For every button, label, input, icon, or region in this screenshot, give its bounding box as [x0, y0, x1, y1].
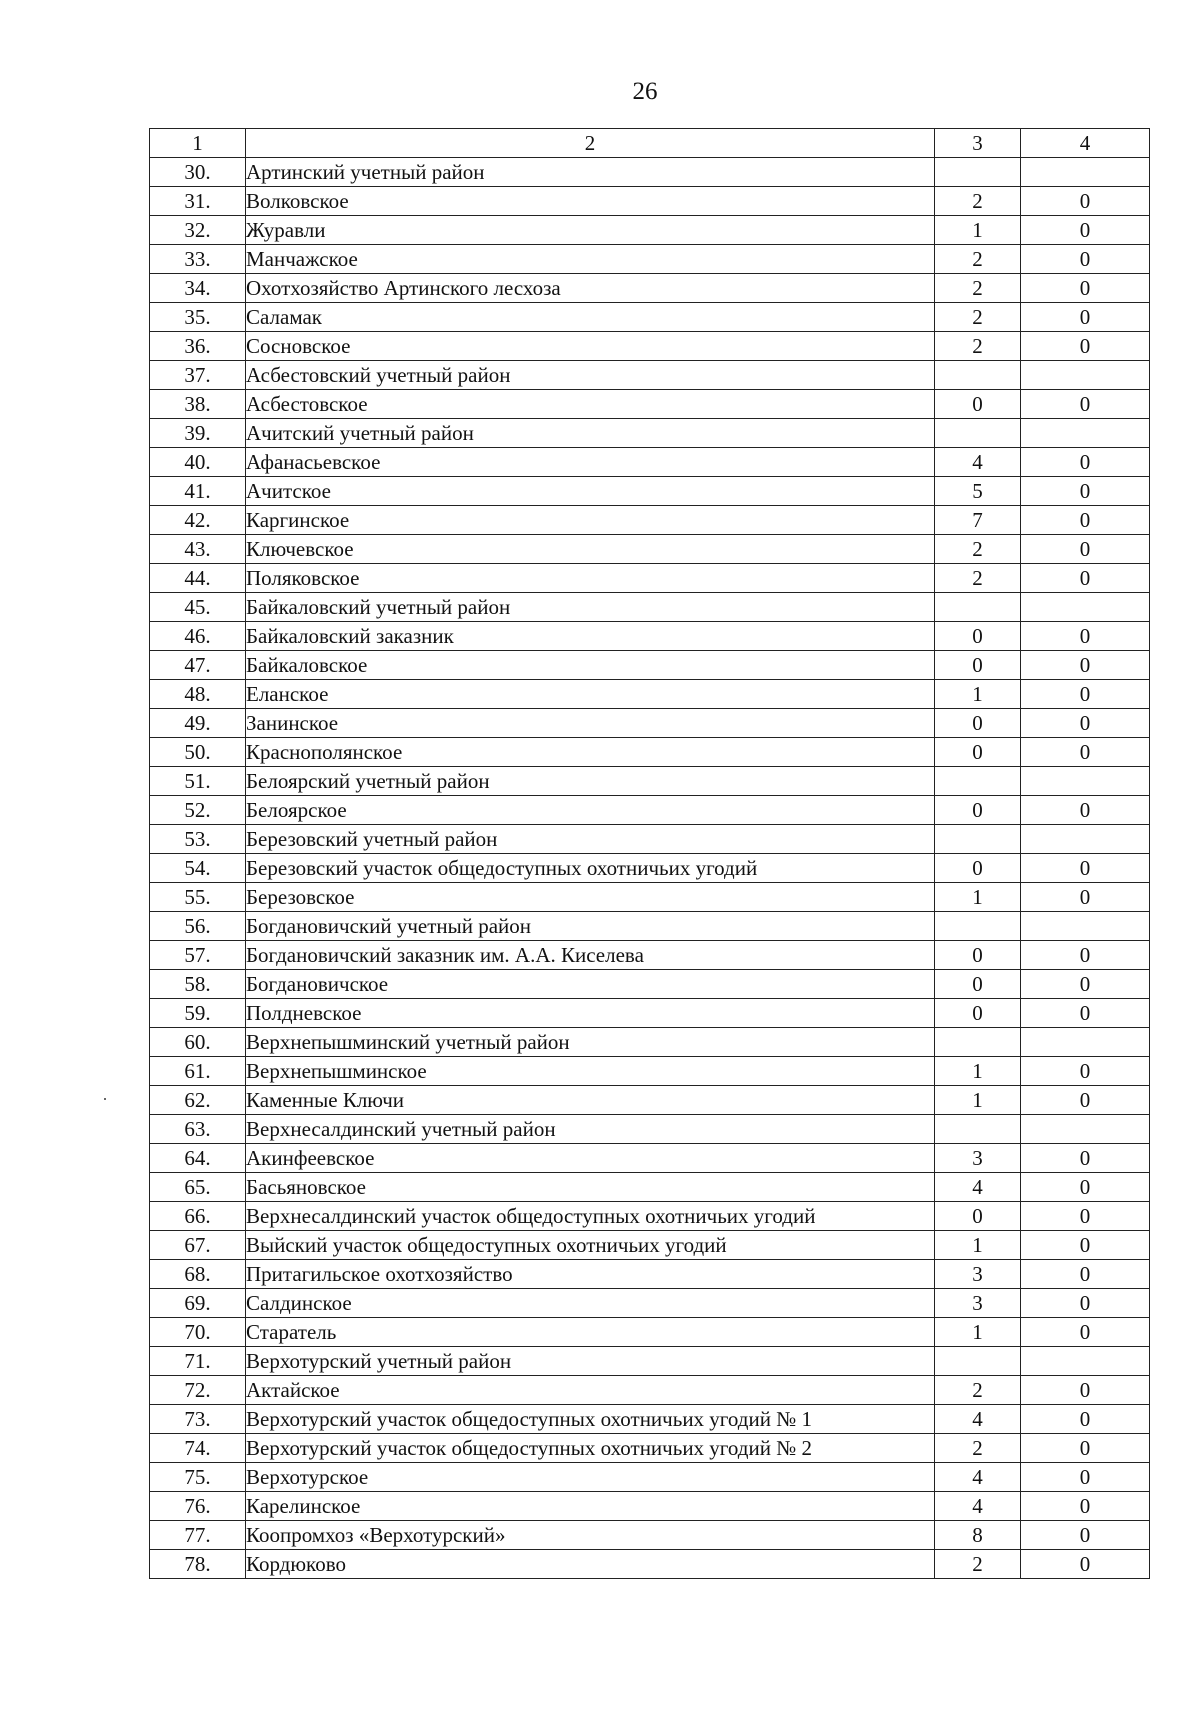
row-col4: 0 [1021, 680, 1150, 709]
row-col4: 0 [1021, 303, 1150, 332]
table-row [150, 825, 1150, 854]
row-number: 56. [150, 912, 246, 941]
row-col3 [935, 158, 1021, 187]
row-col4: 0 [1021, 651, 1150, 680]
table-row [150, 1376, 1150, 1405]
table-row [150, 1550, 1150, 1579]
row-name: Верхотурский участок общедоступных охотничьих угодий № 2 [246, 1434, 935, 1463]
row-number: 70. [150, 1318, 246, 1347]
row-name: Полдневское [246, 999, 935, 1028]
row-col3: 0 [935, 390, 1021, 419]
row-name: Журавли [246, 216, 935, 245]
row-number: 60. [150, 1028, 246, 1057]
table-row [150, 361, 1150, 390]
row-name: Верхотурский участок общедоступных охотничьих угодий № 1 [246, 1405, 935, 1434]
header-cell: 2 [246, 129, 935, 158]
row-col4 [1021, 1115, 1150, 1144]
row-col4: 0 [1021, 883, 1150, 912]
row-name: Березовский учетный район [246, 825, 935, 854]
row-number: 32. [150, 216, 246, 245]
row-col4: 0 [1021, 1376, 1150, 1405]
row-col4: 0 [1021, 1144, 1150, 1173]
row-col3: 8 [935, 1521, 1021, 1550]
row-number: 48. [150, 680, 246, 709]
row-col3: 4 [935, 1492, 1021, 1521]
row-number: 38. [150, 390, 246, 419]
row-col3: 2 [935, 245, 1021, 274]
table-row [150, 622, 1150, 651]
row-col3: 3 [935, 1289, 1021, 1318]
row-col4: 0 [1021, 477, 1150, 506]
table-row [150, 1492, 1150, 1521]
row-name: Занинское [246, 709, 935, 738]
row-number: 73. [150, 1405, 246, 1434]
row-col3 [935, 419, 1021, 448]
row-col4: 0 [1021, 796, 1150, 825]
table-row [150, 187, 1150, 216]
table-row [150, 506, 1150, 535]
row-number: 42. [150, 506, 246, 535]
row-col4: 0 [1021, 1550, 1150, 1579]
row-number: 62. [150, 1086, 246, 1115]
row-name: Белоярский учетный район [246, 767, 935, 796]
row-col3 [935, 1028, 1021, 1057]
table-row [150, 854, 1150, 883]
row-col4: 0 [1021, 1260, 1150, 1289]
table-row [150, 1202, 1150, 1231]
table-row [150, 680, 1150, 709]
row-name: Еланское [246, 680, 935, 709]
row-number: 36. [150, 332, 246, 361]
row-col4: 0 [1021, 941, 1150, 970]
row-name: Березовский участок общедоступных охотничьих угодий [246, 854, 935, 883]
table-row [150, 303, 1150, 332]
data-table [149, 128, 1150, 1579]
row-col4: 0 [1021, 1521, 1150, 1550]
table-row [150, 1260, 1150, 1289]
row-name: Поляковское [246, 564, 935, 593]
table-row [150, 1028, 1150, 1057]
row-number: 50. [150, 738, 246, 767]
row-number: 47. [150, 651, 246, 680]
row-col4 [1021, 1347, 1150, 1376]
row-col3: 0 [935, 622, 1021, 651]
table-row [150, 448, 1150, 477]
row-name: Сосновское [246, 332, 935, 361]
row-col4 [1021, 593, 1150, 622]
row-number: 74. [150, 1434, 246, 1463]
row-col3: 4 [935, 448, 1021, 477]
table-row [150, 564, 1150, 593]
table-row [150, 912, 1150, 941]
row-col3: 4 [935, 1173, 1021, 1202]
row-name: Старатель [246, 1318, 935, 1347]
row-col4: 0 [1021, 1405, 1150, 1434]
row-col3 [935, 825, 1021, 854]
row-col4 [1021, 767, 1150, 796]
row-number: 77. [150, 1521, 246, 1550]
row-col4: 0 [1021, 506, 1150, 535]
table-row [150, 738, 1150, 767]
row-col3: 2 [935, 1376, 1021, 1405]
row-number: 41. [150, 477, 246, 506]
row-name: Байкаловский учетный район [246, 593, 935, 622]
row-col4: 0 [1021, 216, 1150, 245]
row-number: 31. [150, 187, 246, 216]
table-row [150, 158, 1150, 187]
row-col4: 0 [1021, 187, 1150, 216]
row-col4: 0 [1021, 245, 1150, 274]
row-col3: 1 [935, 883, 1021, 912]
row-name: Верхотурское [246, 1463, 935, 1492]
row-col3: 4 [935, 1405, 1021, 1434]
row-name: Притагильское охотхозяйство [246, 1260, 935, 1289]
row-name: Каменные Ключи [246, 1086, 935, 1115]
row-name: Саламак [246, 303, 935, 332]
row-col3: 0 [935, 1202, 1021, 1231]
row-name: Березовское [246, 883, 935, 912]
row-number: 75. [150, 1463, 246, 1492]
row-col4: 0 [1021, 1057, 1150, 1086]
row-name: Волковское [246, 187, 935, 216]
table-row [150, 1231, 1150, 1260]
row-col3 [935, 1115, 1021, 1144]
table-header-row [150, 129, 1150, 158]
row-col3: 0 [935, 970, 1021, 999]
row-name: Каргинское [246, 506, 935, 535]
row-number: 34. [150, 274, 246, 303]
row-number: 43. [150, 535, 246, 564]
row-name: Акинфеевское [246, 1144, 935, 1173]
row-name: Байкаловское [246, 651, 935, 680]
row-col4: 0 [1021, 1289, 1150, 1318]
table-row [150, 1144, 1150, 1173]
table-row [150, 1289, 1150, 1318]
table-row [150, 1347, 1150, 1376]
row-number: 45. [150, 593, 246, 622]
row-name: Салдинское [246, 1289, 935, 1318]
row-name: Ключевское [246, 535, 935, 564]
row-col3: 0 [935, 709, 1021, 738]
row-number: 58. [150, 970, 246, 999]
table-row [150, 332, 1150, 361]
row-name: Кордюково [246, 1550, 935, 1579]
row-number: 72. [150, 1376, 246, 1405]
row-number: 59. [150, 999, 246, 1028]
row-col3: 2 [935, 1434, 1021, 1463]
row-col4: 0 [1021, 970, 1150, 999]
row-name: Богдановичский учетный район [246, 912, 935, 941]
page-number: 26 [632, 78, 658, 105]
row-number: 53. [150, 825, 246, 854]
row-name: Богдановичское [246, 970, 935, 999]
table-row [150, 593, 1150, 622]
table-row [150, 651, 1150, 680]
table-row [150, 535, 1150, 564]
row-number: 66. [150, 1202, 246, 1231]
table-row [150, 970, 1150, 999]
row-name: Ачитское [246, 477, 935, 506]
row-name: Афанасьевское [246, 448, 935, 477]
row-number: 52. [150, 796, 246, 825]
row-col3: 3 [935, 1260, 1021, 1289]
row-col4: 0 [1021, 1231, 1150, 1260]
table-row [150, 1434, 1150, 1463]
row-col3: 7 [935, 506, 1021, 535]
row-col3 [935, 1347, 1021, 1376]
row-name: Белоярское [246, 796, 935, 825]
row-name: Верхнепышминское [246, 1057, 935, 1086]
scan-speck [104, 1098, 106, 1100]
table-row [150, 216, 1150, 245]
row-number: 67. [150, 1231, 246, 1260]
table-row [150, 274, 1150, 303]
row-col3: 0 [935, 999, 1021, 1028]
row-col3: 0 [935, 796, 1021, 825]
row-name: Краснополянское [246, 738, 935, 767]
row-number: 37. [150, 361, 246, 390]
row-col4 [1021, 158, 1150, 187]
row-name: Ачитский учетный район [246, 419, 935, 448]
row-col4: 0 [1021, 332, 1150, 361]
row-col3: 5 [935, 477, 1021, 506]
row-number: 39. [150, 419, 246, 448]
table-row [150, 390, 1150, 419]
row-number: 46. [150, 622, 246, 651]
row-col4: 0 [1021, 1492, 1150, 1521]
row-name: Охотхозяйство Артинского лесхоза [246, 274, 935, 303]
row-col4: 0 [1021, 738, 1150, 767]
row-col4: 0 [1021, 535, 1150, 564]
row-name: Верхнепышминский учетный район [246, 1028, 935, 1057]
row-col3: 4 [935, 1463, 1021, 1492]
row-col4: 0 [1021, 1202, 1150, 1231]
row-number: 71. [150, 1347, 246, 1376]
row-col4: 0 [1021, 1463, 1150, 1492]
row-number: 76. [150, 1492, 246, 1521]
row-number: 30. [150, 158, 246, 187]
header-cell: 3 [935, 129, 1021, 158]
row-number: 78. [150, 1550, 246, 1579]
table-row [150, 709, 1150, 738]
table-row [150, 796, 1150, 825]
row-name: Коопромхоз «Верхотурский» [246, 1521, 935, 1550]
row-col4: 0 [1021, 1173, 1150, 1202]
row-col4: 0 [1021, 274, 1150, 303]
row-col3: 0 [935, 941, 1021, 970]
row-name: Байкаловский заказник [246, 622, 935, 651]
row-col3 [935, 912, 1021, 941]
row-col4: 0 [1021, 999, 1150, 1028]
table-row [150, 1115, 1150, 1144]
row-name: Асбестовский учетный район [246, 361, 935, 390]
row-number: 40. [150, 448, 246, 477]
row-col3: 1 [935, 1231, 1021, 1260]
row-col3: 0 [935, 651, 1021, 680]
row-col3: 1 [935, 216, 1021, 245]
table-row [150, 1463, 1150, 1492]
table-row [150, 1173, 1150, 1202]
row-col3: 2 [935, 187, 1021, 216]
row-number: 68. [150, 1260, 246, 1289]
table-row [150, 245, 1150, 274]
row-col4: 0 [1021, 709, 1150, 738]
row-col3: 1 [935, 1057, 1021, 1086]
row-number: 69. [150, 1289, 246, 1318]
row-name: Карелинское [246, 1492, 935, 1521]
row-name: Асбестовское [246, 390, 935, 419]
row-number: 33. [150, 245, 246, 274]
table-row [150, 1405, 1150, 1434]
row-number: 63. [150, 1115, 246, 1144]
row-col3: 2 [935, 564, 1021, 593]
table-row [150, 1057, 1150, 1086]
row-col3: 1 [935, 680, 1021, 709]
table-row [150, 1318, 1150, 1347]
row-col4: 0 [1021, 622, 1150, 651]
row-col3: 1 [935, 1086, 1021, 1115]
row-name: Богдановичский заказник им. А.А. Киселева [246, 941, 935, 970]
header-cell: 1 [150, 129, 246, 158]
row-number: 44. [150, 564, 246, 593]
row-col4 [1021, 419, 1150, 448]
row-number: 54. [150, 854, 246, 883]
row-number: 64. [150, 1144, 246, 1173]
table-row [150, 419, 1150, 448]
row-name: Артинский учетный район [246, 158, 935, 187]
row-name: Верхнесалдинский участок общедоступных охотничьих угодий [246, 1202, 935, 1231]
header-cell: 4 [1021, 129, 1150, 158]
row-number: 51. [150, 767, 246, 796]
row-col4 [1021, 361, 1150, 390]
row-col4: 0 [1021, 564, 1150, 593]
table-row [150, 477, 1150, 506]
row-number: 61. [150, 1057, 246, 1086]
row-col3: 2 [935, 303, 1021, 332]
row-col4: 0 [1021, 854, 1150, 883]
row-col4: 0 [1021, 1318, 1150, 1347]
row-name: Актайское [246, 1376, 935, 1405]
row-col3: 1 [935, 1318, 1021, 1347]
row-col4: 0 [1021, 448, 1150, 477]
row-col3: 2 [935, 274, 1021, 303]
row-number: 57. [150, 941, 246, 970]
table-row [150, 1086, 1150, 1115]
row-number: 65. [150, 1173, 246, 1202]
row-col3: 2 [935, 332, 1021, 361]
row-col3: 2 [935, 535, 1021, 564]
row-number: 49. [150, 709, 246, 738]
row-number: 55. [150, 883, 246, 912]
row-col3 [935, 767, 1021, 796]
table-row [150, 883, 1150, 912]
table-row [150, 767, 1150, 796]
row-col3: 0 [935, 738, 1021, 767]
row-col4: 0 [1021, 1086, 1150, 1115]
row-name: Верхнесалдинский учетный район [246, 1115, 935, 1144]
row-col3: 0 [935, 854, 1021, 883]
row-name: Манчажское [246, 245, 935, 274]
row-col3: 3 [935, 1144, 1021, 1173]
row-col4 [1021, 912, 1150, 941]
row-col4 [1021, 1028, 1150, 1057]
row-name: Верхотурский учетный район [246, 1347, 935, 1376]
row-col4: 0 [1021, 390, 1150, 419]
table-row [150, 999, 1150, 1028]
row-number: 35. [150, 303, 246, 332]
row-col3 [935, 361, 1021, 390]
row-name: Выйский участок общедоступных охотничьих угодий [246, 1231, 935, 1260]
row-col4: 0 [1021, 1434, 1150, 1463]
row-col4 [1021, 825, 1150, 854]
row-name: Басьяновское [246, 1173, 935, 1202]
table-row [150, 941, 1150, 970]
table-row [150, 1521, 1150, 1550]
row-col3 [935, 593, 1021, 622]
row-col3: 2 [935, 1550, 1021, 1579]
